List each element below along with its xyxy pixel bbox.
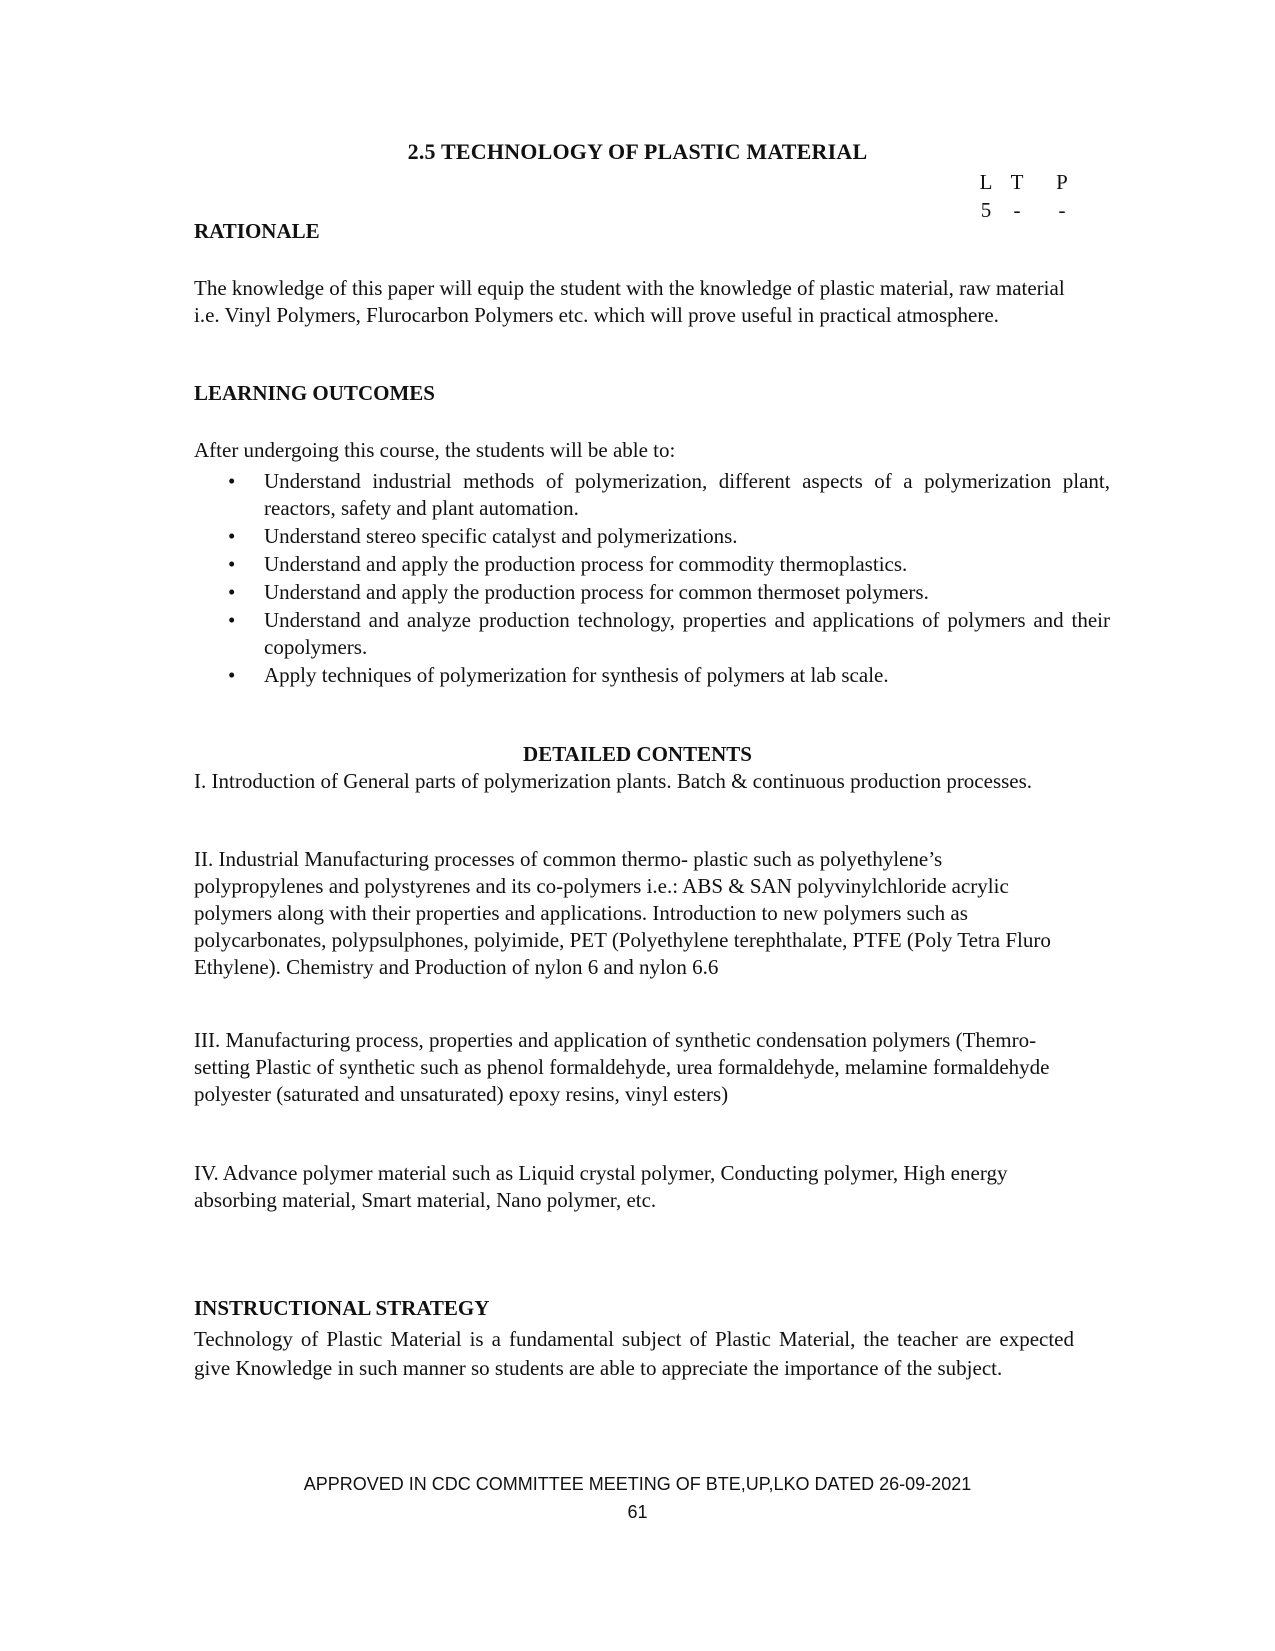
ltp-value-t: - xyxy=(1013,198,1021,222)
page-title: 2.5 TECHNOLOGY OF PLASTIC MATERIAL xyxy=(407,139,868,164)
list-item xyxy=(228,662,1110,689)
list-item-text: Understand and analyze production technology, properties and applications of polymers and their copolymers. xyxy=(264,608,1110,659)
list-item-text: Understand and apply the production process for commodity thermoplastics. xyxy=(264,552,908,576)
learning-outcomes-intro: After undergoing this course, the students will be able to: xyxy=(194,438,676,462)
approval-footer: APPROVED IN CDC COMMITTEE MEETING OF BTE,UP,LKO DATED 26-09-2021 xyxy=(303,1474,972,1494)
list-item-text: Understand industrial methods of polymerization, different aspects of a polymerization plant, reactors, safety and plant automation. xyxy=(264,469,1110,520)
ltp-value-l: 5 xyxy=(980,198,992,222)
detailed-contents-section-1: I. Introduction of General parts of polymerization plants. Batch & continuous production processes. xyxy=(194,769,1033,793)
bullet-icon: • xyxy=(228,469,236,493)
ltp-header-l: L xyxy=(979,170,993,194)
bullet-icon: • xyxy=(228,580,236,604)
list-item xyxy=(228,551,1110,578)
ltp-table xyxy=(975,168,1087,224)
rationale-text: The knowledge of this paper will equip the student with the knowledge of plastic material, raw material i.e. Vinyl Polymers, Flurocarbon Polymers etc. which will prove useful in practical atmosphere. xyxy=(194,276,1065,327)
list-item-text: Understand stereo specific catalyst and polymerizations. xyxy=(264,524,738,548)
list-item xyxy=(228,468,1110,522)
learning-outcomes-heading: LEARNING OUTCOMES xyxy=(194,381,435,405)
list-item xyxy=(228,607,1110,661)
bullet-icon: • xyxy=(228,663,236,687)
ltp-header-p: P xyxy=(1056,170,1068,194)
bullet-icon: • xyxy=(228,552,236,576)
bullet-icon: • xyxy=(228,524,236,548)
page-number: 61 xyxy=(627,1502,648,1522)
detailed-contents-section-2: II. Industrial Manufacturing processes of common thermo- plastic such as polyethylene’s polypropylenes and polystyrenes and its co-polymers i.e.: ABS & SAN polyvinylchloride acrylic polymers along with their properties and applications. Introduction to new polymers such as polycarbonates, polypsulphones, polyimide, PET (Polyethylene terephthalate, PTFE (Poly Tetra Fluro Ethylene). Chemistry and Production of nylon 6 and nylon 6.6 xyxy=(194,847,1051,979)
ltp-value-row xyxy=(975,196,1087,224)
ltp-header-t: T xyxy=(1010,170,1024,194)
detailed-contents-section-3: III. Manufacturing process, properties and application of synthetic condensation polymers (Themro-setting Plastic of synthetic such as phenol formaldehyde, urea formaldehyde, melamine formaldehyde polyester (saturated and unsaturated) epoxy resins, vinyl esters) xyxy=(194,1028,1050,1106)
detailed-contents-heading: DETAILED CONTENTS xyxy=(523,742,752,766)
list-item xyxy=(228,523,1110,550)
detailed-contents-section-4: IV. Advance polymer material such as Liquid crystal polymer, Conducting polymer, High energy absorbing material, Smart material, Nano polymer, etc. xyxy=(194,1161,1008,1212)
rationale-heading: RATIONALE xyxy=(194,219,320,243)
ltp-header-row xyxy=(975,168,1087,196)
instructional-strategy-heading: INSTRUCTIONAL STRATEGY xyxy=(194,1296,490,1320)
bullet-icon: • xyxy=(228,608,236,632)
learning-outcomes-list xyxy=(228,468,1110,690)
list-item-text: Understand and apply the production process for common thermoset polymers. xyxy=(264,580,929,604)
list-item xyxy=(228,579,1110,606)
list-item-text: Apply techniques of polymerization for synthesis of polymers at lab scale. xyxy=(264,663,889,687)
ltp-value-p: - xyxy=(1058,198,1066,222)
instructional-strategy-text: Technology of Plastic Material is a fundamental subject of Plastic Material, the teacher are expected give Knowledge in such manner so students are able to appreciate the importance of the subject. xyxy=(194,1327,1074,1380)
